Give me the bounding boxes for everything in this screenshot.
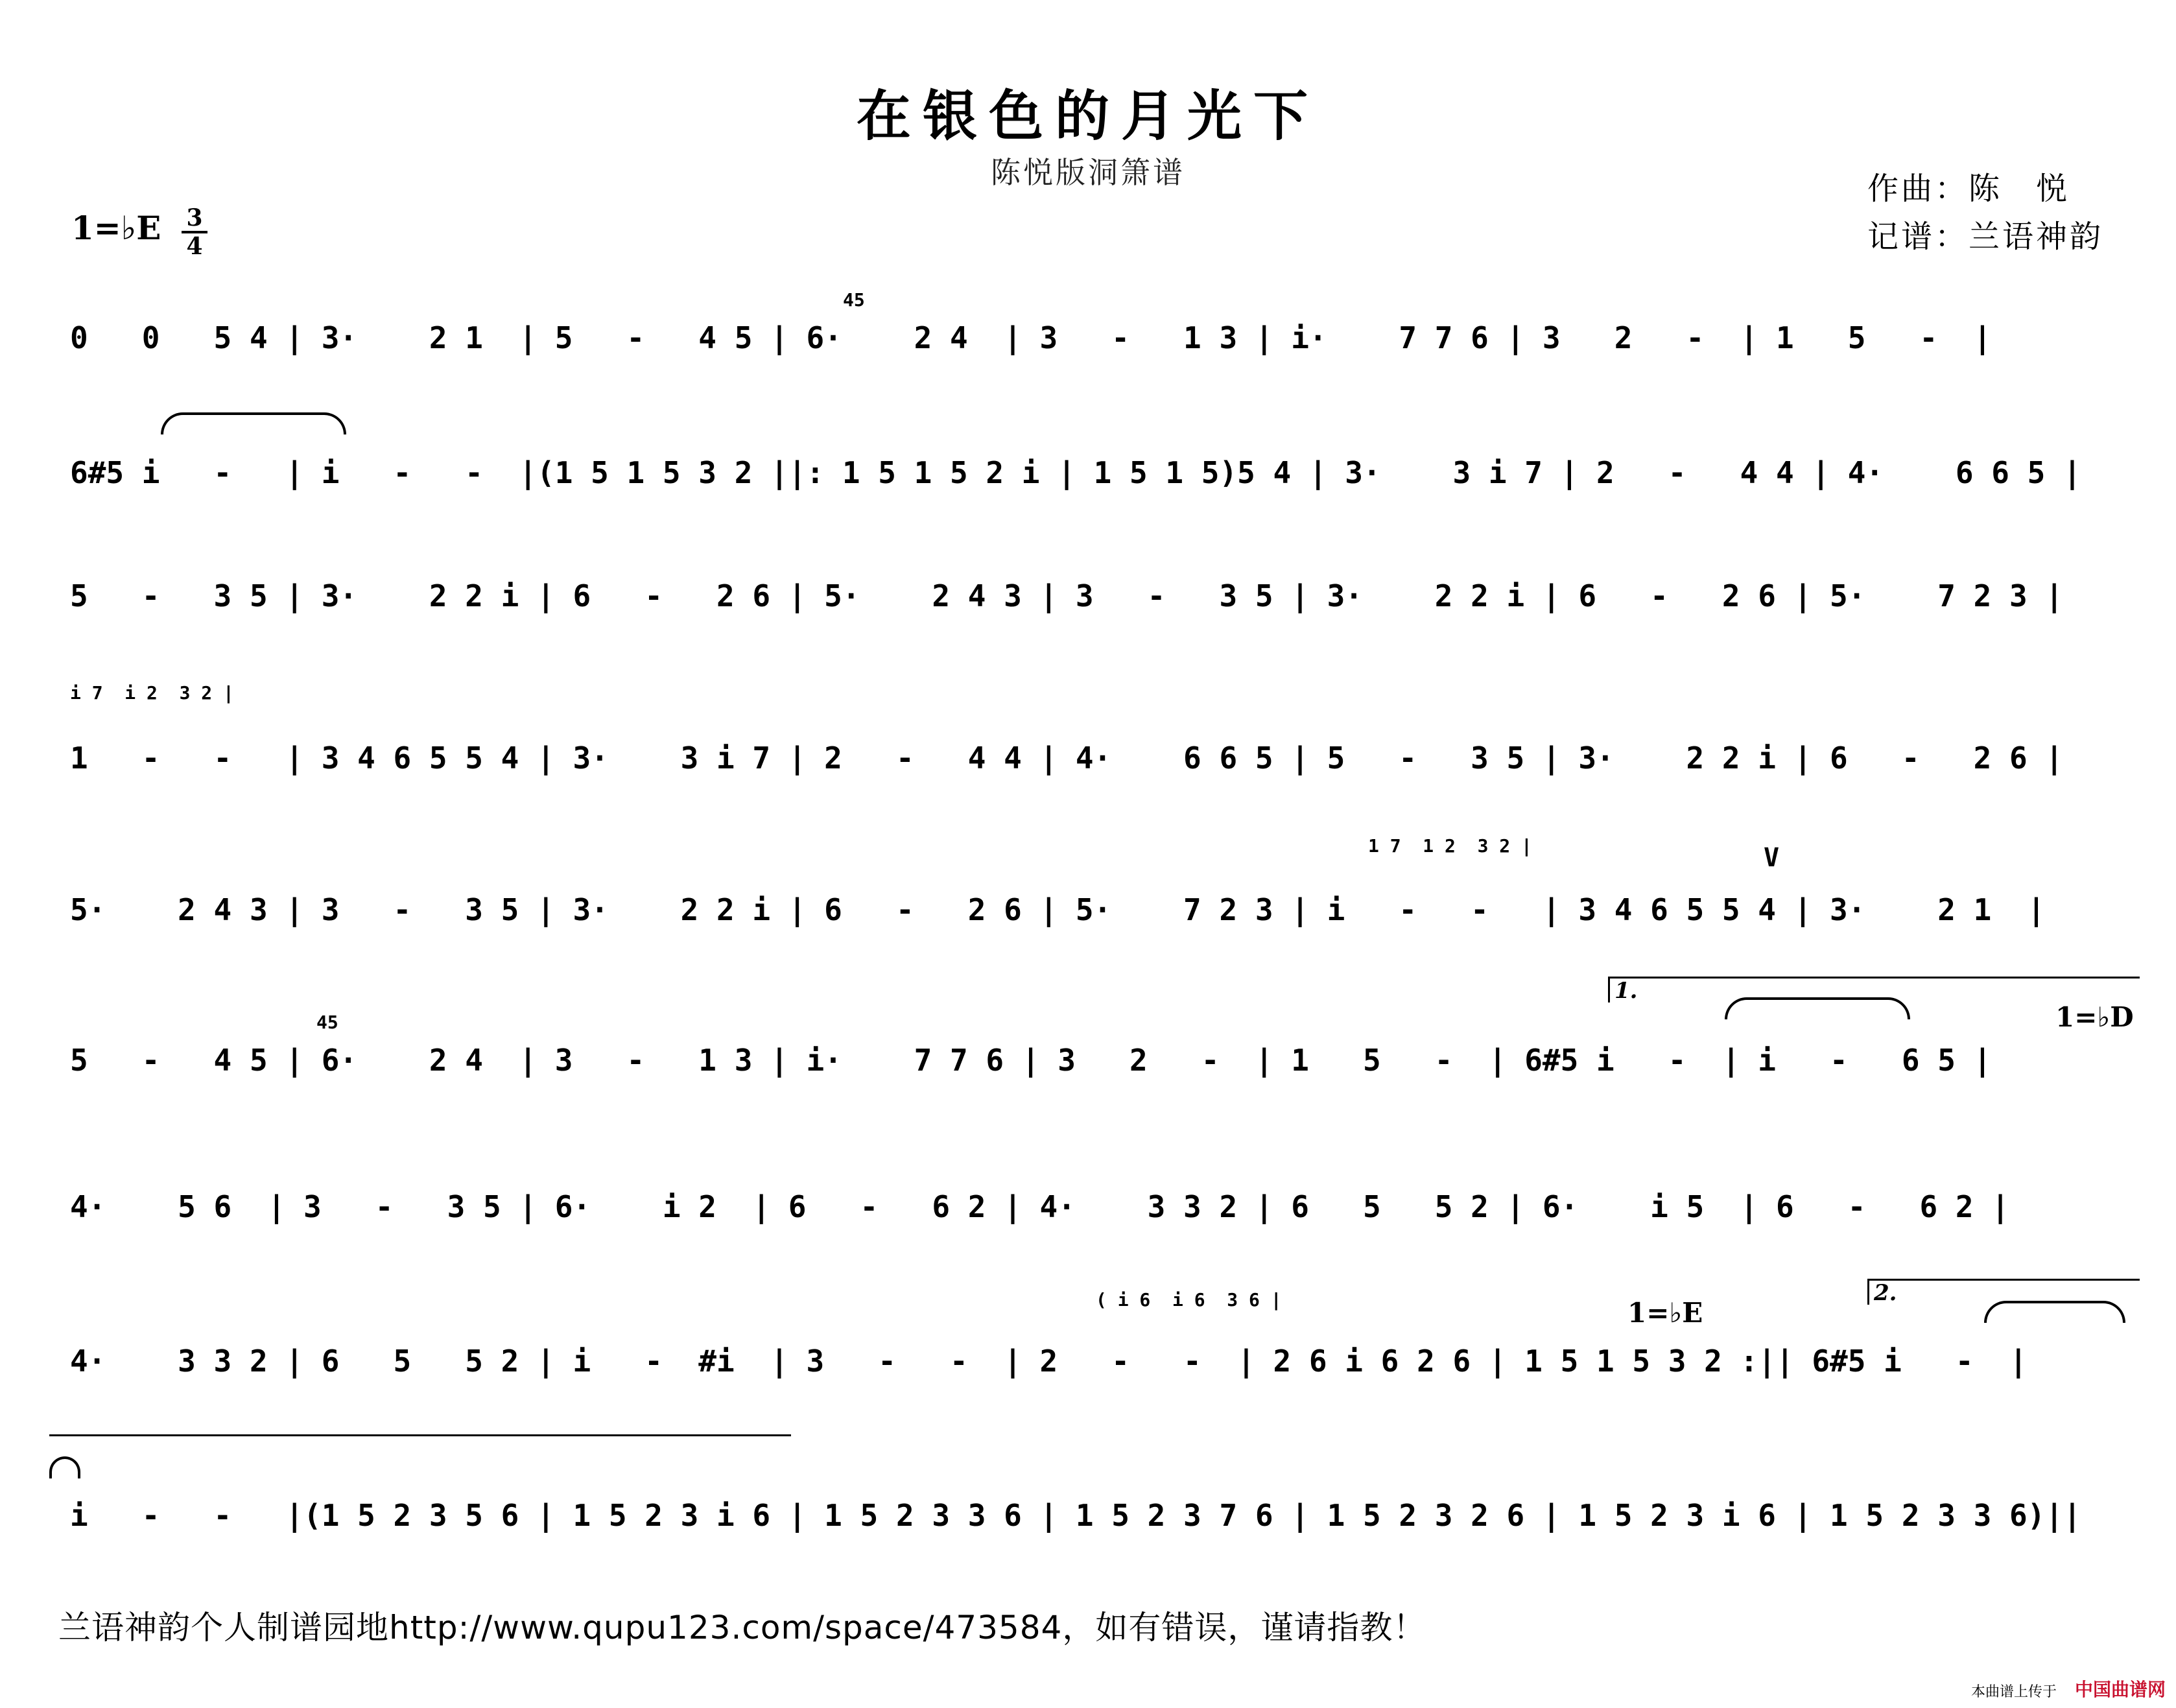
key-change: 1=♭D [2055, 1001, 2134, 1033]
score-system-2: 6#5 i - | i - - |(1 5 1 5 3 2 ||: 1 5 1 5 2 i | 1 5 1 5)5 4 | 3· 3 i 7 | 2 - 4 4 | 4· 6 6 5 | [70, 455, 2081, 490]
slur [161, 412, 346, 434]
slur [49, 1456, 80, 1478]
score-system-3: 5 - 3 5 | 3· 2 2 i | 6 - 2 6 | 5· 2 4 3 | 3 - 3 5 | 3· 2 2 i | 6 - 2 6 | 5· 7 2 3 | [70, 578, 2064, 613]
breath-mark: V [1764, 843, 1780, 873]
score-system-7: 4· 5 6 | 3 - 3 5 | 6· i 2 | 6 - 6 2 | 4· 3 3 2 | 6 5 5 2 | 6· i 5 | 6 - 6 2 | [70, 1189, 2009, 1224]
footer-note: 兰语神韵个人制谱园地http://www.qupu123.com/space/473584，如有错误，谨请指教！ [58, 1609, 1426, 1646]
second-ending-continuation [49, 1434, 791, 1436]
grace-note-group: 1 7 1 2 3 2 | [1368, 835, 1532, 857]
page-title: 在银色的月光下 [856, 84, 1319, 148]
composer-credit: 作曲：陈 悦 [1867, 171, 2070, 207]
second-ending-bracket [1867, 1279, 2140, 1281]
site-logo: 中国曲谱网 [2075, 1679, 2166, 1700]
slur [1725, 997, 1910, 1019]
score-system-4: 1 - - | 3 4 6 5 5 4 | 3· 3 i 7 | 2 - 4 4 | 4· 6 6 5 | 5 - 3 5 | 3· 2 2 i | 6 - 2 6 | [70, 741, 2064, 776]
upload-note: 本曲谱上传于 [1971, 1684, 2057, 1700]
score-system-1: 0 0 5 4 | 3· 2 1 | 5 - 4 5 | 6· 2 4 | 3 - 1 3 | i· 7 7 6 | 3 2 - | 1 5 - | [70, 320, 1992, 355]
score-system-8: 4· 3 3 2 | 6 5 5 2 | i - #i | 3 - - | 2 - - | 2 6 i 6 2 6 | 1 5 1 5 3 2 :|| 6#5 i - | [70, 1344, 2028, 1379]
time-signature-top: 3 [186, 204, 203, 231]
first-ending-bracket [1608, 977, 2140, 979]
score-system-6: 5 - 4 5 | 6· 2 4 | 3 - 1 3 | i· 7 7 6 | 3 2 - | 1 5 - | 6#5 i - | i - 6 5 | [70, 1043, 1992, 1078]
grace-note: 45 [843, 289, 865, 311]
time-signature [182, 206, 207, 258]
key-change: 1=♭E [1627, 1297, 1703, 1329]
first-ending-tick [1608, 977, 1610, 1002]
second-ending-tick [1867, 1279, 1869, 1305]
grace-note-group: i 7 i 2 3 2 | [70, 682, 234, 704]
slur [1984, 1301, 2125, 1323]
second-ending-number: 2. [1874, 1280, 1897, 1306]
subtitle: 陈悦版洞箫谱 [991, 155, 1185, 190]
score-system-9: i - - |(1 5 2 3 5 6 | 1 5 2 3 i 6 | 1 5 2 3 3 6 | 1 5 2 3 7 6 | 1 5 2 3 2 6 | 1 5 2 3 i 6 | 1 5 2 3 3 6)|| [70, 1498, 2081, 1533]
grace-note: 45 [316, 1012, 338, 1033]
transcriber-credit: 记谱：兰语神韵 [1867, 219, 2104, 255]
time-signature-bottom: 4 [186, 233, 203, 260]
score-system-5: 5· 2 4 3 | 3 - 3 5 | 3· 2 2 i | 6 - 2 6 | 5· 7 2 3 | i - - | 3 4 6 5 5 4 | 3· 2 1 | [70, 892, 2046, 927]
grace-note-group: ( i 6 i 6 3 6 | [1096, 1289, 1282, 1311]
first-ending-number: 1. [1614, 978, 1638, 1004]
key-signature: 1=♭E [71, 209, 161, 247]
